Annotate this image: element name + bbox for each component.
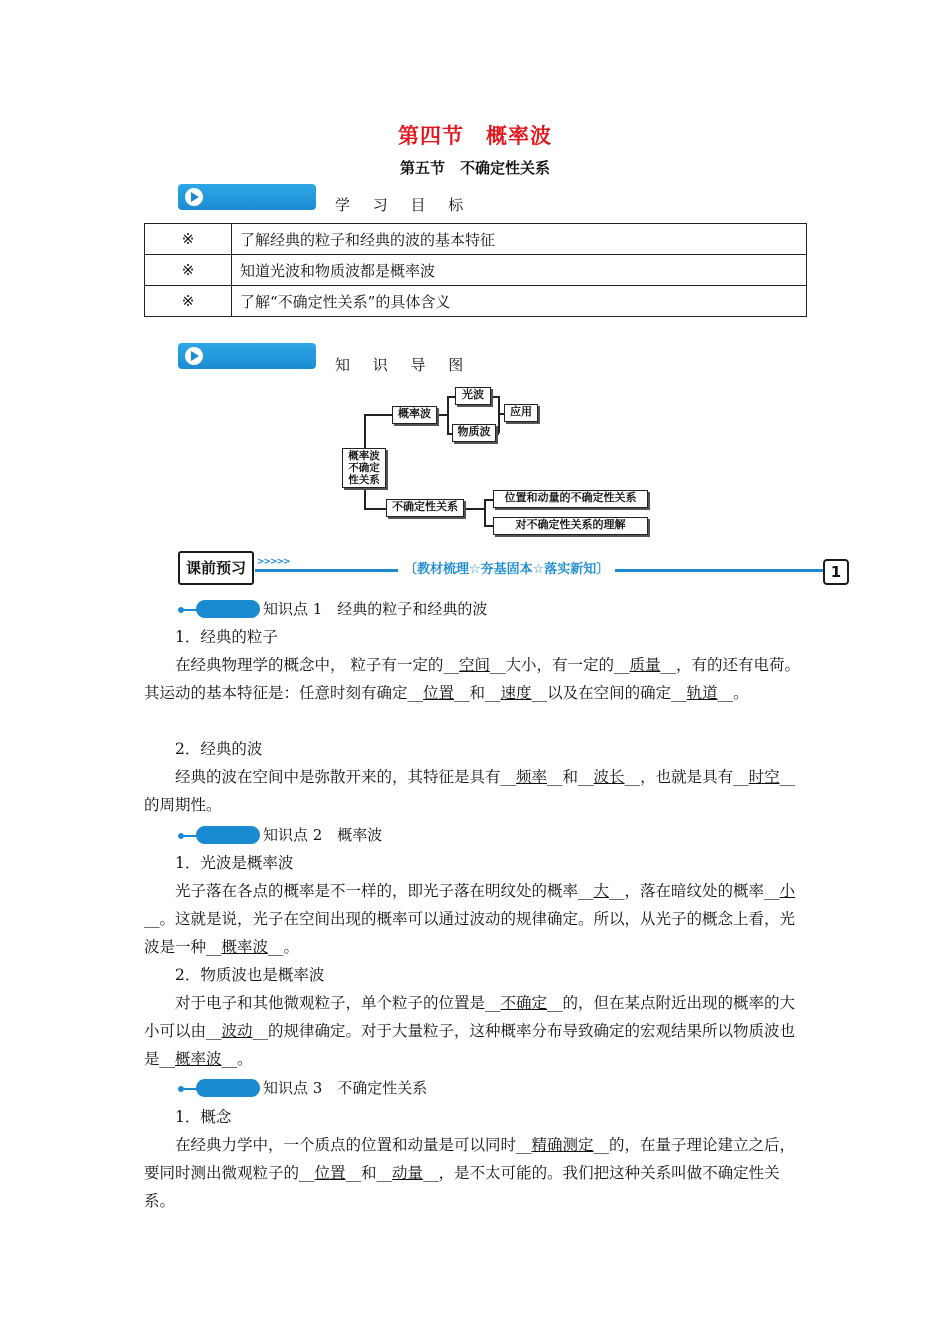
- page-title: 第四节 概率波: [398, 124, 552, 148]
- goals-label: 学 习 目 标: [335, 196, 473, 214]
- kp1-heading-1: 1．经典的粒子: [175, 628, 278, 646]
- map-node-matter-wave: 物质波: [452, 424, 496, 442]
- banner-tag-label: 课前预习: [178, 551, 254, 585]
- blank-answer: 时空: [748, 768, 780, 786]
- kp1-paragraph-2: 经典的波在空间中是弥散开来的，其特征是具有__频率__和__波长__，也就是具有__时空__的周期性。: [144, 768, 796, 814]
- play-icon: [185, 347, 203, 365]
- kp2-heading-2: 2．物质波也是概率波: [175, 966, 325, 984]
- blank-answer: 动量: [392, 1164, 424, 1182]
- banner-number: 1: [823, 559, 849, 585]
- blank-answer: 轨道: [686, 684, 718, 702]
- goal-text: 了解“不确定性关系”的具体含义: [232, 286, 807, 317]
- kp2-heading-1: 1．光波是概率波: [175, 854, 294, 872]
- section-pill-mindmap: [178, 343, 316, 369]
- goal-text: 了解经典的粒子和经典的波的基本特征: [232, 224, 807, 255]
- kp-pill: [196, 826, 260, 844]
- table-row: [145, 224, 807, 255]
- kp-pill: [196, 600, 260, 618]
- kp3-heading-1: 1．概念: [175, 1108, 232, 1126]
- page-subtitle: 第五节 不确定性关系: [399, 159, 550, 177]
- blank-answer: 空间: [458, 656, 490, 674]
- kp-header-text: 知识点 2 概率波: [263, 826, 383, 844]
- kp2-paragraph-2: 对于电子和其他微观粒子，单个粒子的位置是__不确定__的，但在某点附近出现的概率的大小可以由__波动__的规律确定。对于大量粒子，这种概率分布导致确定的宏观结果所以物质波也是__概率波__。: [144, 994, 796, 1068]
- kp1-heading-2: 2．经典的波: [175, 740, 263, 758]
- play-icon: [185, 188, 203, 206]
- blank-answer: 精确测定: [531, 1136, 594, 1154]
- goals-table: [144, 223, 807, 317]
- mindmap-label: 知 识 导 图: [335, 356, 473, 374]
- goal-mark: ※: [145, 286, 232, 317]
- kp1-paragraph-1: 在经典物理学的概念中， 粒子有一定的__空间__大小，有一定的__质量__，有的还有电荷。其运动的基本特征是：任意时刻有确定__位置__和__速度__以及在空间的确定__轨道__。: [144, 656, 800, 702]
- kp-header-text: 知识点 1 经典的粒子和经典的波: [263, 600, 488, 618]
- map-node-position-momentum: 位置和动量的不确定性关系: [493, 490, 648, 508]
- goal-mark: ※: [145, 255, 232, 286]
- blank-answer: 波动: [221, 1022, 253, 1040]
- blank-answer: 位置: [423, 684, 455, 702]
- kp2-paragraph-1: 光子落在各点的概率是不一样的，即光子落在明纹处的概率__大__，落在暗纹处的概率__小__。这就是说，光子在空间出现的概率可以通过波动的规律确定。所以，从光子的概念上看，光波是一种__概率波__。: [144, 882, 796, 956]
- map-node-understanding: 对不确定性关系的理解: [493, 517, 648, 535]
- map-node-light-wave: 光波: [455, 387, 491, 405]
- banner-arrows: >>>>>: [257, 557, 290, 567]
- map-node-uncertainty: 不确定性关系: [386, 499, 464, 517]
- blank-answer: 不确定: [500, 994, 548, 1012]
- blank-answer: 质量: [629, 656, 661, 674]
- banner-tag: [178, 551, 254, 585]
- kp3-paragraph-1: 在经典力学中，一个质点的位置和动量是可以同时__精确测定__的，在量子理论建立之后，要同时测出微观粒子的__位置__和__动量__，是不太可能的。我们把这种关系叫做不确定性关系。: [144, 1136, 796, 1210]
- blank-answer: 位置: [314, 1164, 346, 1182]
- table-row: [145, 255, 807, 286]
- kp-header-text: 知识点 3 不确定性关系: [263, 1079, 428, 1097]
- map-node-application: 应用: [504, 404, 538, 422]
- map-root: 概率波 不确定 性关系: [342, 448, 386, 488]
- map-node-probability-wave: 概率波: [392, 406, 437, 424]
- goal-mark: ※: [145, 224, 232, 255]
- blank-answer: 大: [593, 882, 610, 900]
- blank-answer: 频率: [516, 768, 548, 786]
- goal-text: 知道光波和物质波都是概率波: [232, 255, 807, 286]
- blank-answer: 概率波: [175, 1050, 222, 1068]
- blank-answer: 波长: [593, 768, 625, 786]
- blank-answer: 速度: [500, 684, 532, 702]
- blank-answer: 概率波: [221, 938, 269, 956]
- kp-pill: [196, 1079, 260, 1097]
- banner-subtitle: 〔教材梳理☆夯基固本☆落实新知〕: [398, 560, 615, 580]
- section-pill-goals: [178, 184, 316, 210]
- table-row: [145, 286, 807, 317]
- blank-answer: 小: [779, 882, 796, 900]
